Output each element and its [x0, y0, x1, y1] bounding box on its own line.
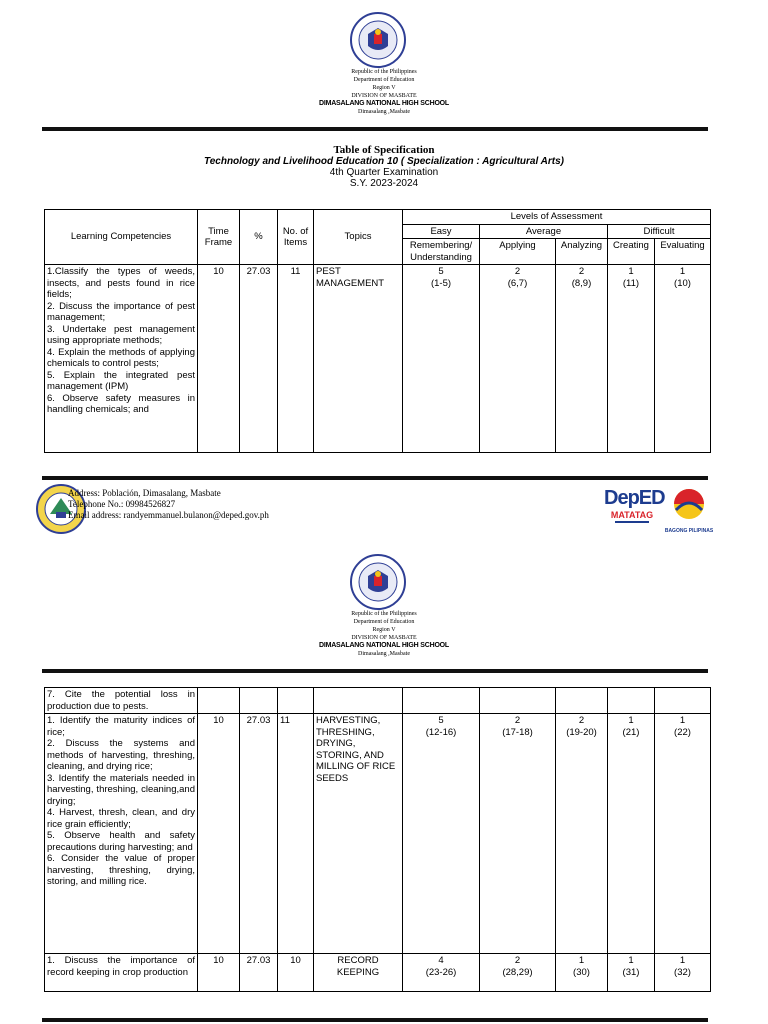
region-text: Region V — [372, 85, 396, 91]
deped-matatag-logo — [604, 486, 665, 532]
applying-cell: 2 (17-18) — [480, 714, 556, 954]
remembering-cell: 5 (12-16) — [403, 714, 480, 954]
deped-seal-icon — [350, 554, 406, 610]
header-rule — [42, 127, 708, 131]
table-row — [45, 714, 711, 954]
levels-header: Levels of Assessment — [403, 210, 711, 225]
creating-header: Creating — [608, 239, 655, 265]
competencies-cell: 7. Cite the potential loss in production due to pests. — [45, 688, 198, 714]
division-text: DIVISION OF MASBATE — [351, 93, 417, 99]
col-topics: Topics — [314, 210, 403, 265]
applying-cell: 2 (28,29) — [480, 954, 556, 992]
evaluating-cell: 1 (10) — [655, 265, 711, 453]
page1-header — [0, 68, 768, 116]
competencies-cell: 1.Classify the types of weeds, insects, and pests found in rice fields; 2. Discuss the importance of pest management; 3. Undertake pest management using appropriate methods; 4. Explain the methods of applying chemicals to control pests; 5. Explain the integrated pest management (IPM) 6. Observe safety measures in handling chemicals; and — [45, 265, 198, 453]
contact-info — [68, 488, 269, 521]
footer-rule — [42, 476, 708, 480]
evaluating-cell: 1 (32) — [655, 954, 711, 992]
page2-header — [0, 610, 768, 658]
title-block — [0, 145, 768, 189]
col-percent: % — [240, 210, 278, 265]
remembering-cell: 5 (1-5) — [403, 265, 480, 453]
sun-icon — [664, 486, 714, 522]
table-row — [45, 265, 711, 453]
col-items: No. of Items — [278, 210, 314, 265]
items-cell: 11 — [278, 265, 314, 453]
difficult-header: Difficult — [608, 224, 711, 239]
republic-text: Republic of the Philippines — [351, 611, 417, 617]
analyzing-cell: 2 (19-20) — [556, 714, 608, 954]
bottom-rule — [42, 1018, 708, 1022]
time-cell: 10 — [198, 714, 240, 954]
creating-cell: 1 (31) — [608, 954, 655, 992]
applying-cell: 2 (6,7) — [480, 265, 556, 453]
creating-cell: 1 (21) — [608, 714, 655, 954]
col-competencies: Learning Competencies — [45, 210, 198, 265]
analyzing-cell: 2 (8,9) — [556, 265, 608, 453]
percent-cell: 27.03 — [240, 954, 278, 992]
bagong-text: BAGONG PILIPINAS — [664, 528, 714, 534]
matatag-text: MATATAG — [610, 510, 654, 520]
analyzing-header: Analyzing — [556, 239, 608, 265]
deped-seal-icon — [350, 12, 406, 68]
easy-header: Easy — [403, 224, 480, 239]
applying-header: Applying — [480, 239, 556, 265]
topic-cell: HARVESTING, THRESHING, DRYING, STORING, AND MILLING OF RICE SEEDS — [314, 714, 403, 954]
subject-title: Technology and Livelihood Education 10 ( Specialization : Agricultural Arts) — [203, 156, 565, 167]
percent-cell: 27.03 — [240, 714, 278, 954]
time-cell: 10 — [198, 265, 240, 453]
topic-cell: PEST MANAGEMENT — [314, 265, 403, 453]
topic-cell: RECORD KEEPING — [314, 954, 403, 992]
competencies-cell: 1. Identify the maturity indices of rice; 2. Discuss the systems and methods of harvesting, threshing, cleaning, and drying rice; 3. Identify the materials needed in harvesting, threshing, cleaning,and drying; 4. Harvest, thresh, clean, and dry rice grain efficiently; 5. Observe health and safety precautions during harvesting; and 6. Consider the value of proper harvesting, threshing, drying, storing, and milling rice. — [45, 714, 198, 954]
creating-cell: 1 (11) — [608, 265, 655, 453]
department-text: Department of Education — [353, 77, 415, 83]
table-row — [45, 688, 711, 714]
doc-title: Table of Specification — [333, 144, 435, 156]
items-cell: 10 — [278, 954, 314, 992]
email-text: Email address: randyemmanuel.bulanon@deped.gov.ph — [68, 510, 269, 520]
average-header: Average — [480, 224, 608, 239]
col-time-frame: Time Frame — [198, 210, 240, 265]
division-text: DIVISION OF MASBATE — [351, 635, 417, 641]
items-cell: 11 — [278, 714, 314, 954]
address-text: Address: Población, Dimasalang, Masbate — [68, 488, 221, 498]
time-cell: 10 — [198, 954, 240, 992]
remembering-cell: 4 (23-26) — [403, 954, 480, 992]
analyzing-cell: 1 (30) — [556, 954, 608, 992]
remembering-header: Remembering/ Understanding — [403, 239, 480, 265]
school-year: S.Y. 2023-2024 — [349, 178, 419, 189]
location-text: Dimasalang ,Masbate — [358, 109, 410, 115]
school-name: DIMASALANG NATIONAL HIGH SCHOOL — [318, 100, 450, 107]
republic-text: Republic of the Philippines — [351, 69, 417, 75]
evaluating-cell: 1 (22) — [655, 714, 711, 954]
header-rule — [42, 669, 708, 673]
table-row — [45, 954, 711, 992]
competencies-cell: 1. Discuss the importance of record keeping in crop production — [45, 954, 198, 992]
region-text: Region V — [372, 627, 396, 633]
spec-table-page2 — [44, 687, 711, 992]
bagong-pilipinas-logo — [664, 486, 714, 532]
evaluating-header: Evaluating — [655, 239, 711, 265]
telephone-text: Telephone No.: 09984526827 — [68, 499, 176, 509]
percent-cell: 27.03 — [240, 265, 278, 453]
location-text: Dimasalang ,Masbate — [358, 651, 410, 657]
spec-table-page1 — [44, 209, 711, 453]
department-text: Department of Education — [353, 619, 415, 625]
school-name: DIMASALANG NATIONAL HIGH SCHOOL — [318, 642, 450, 649]
matatag-underline — [615, 521, 649, 523]
deped-logo-text: DepED — [604, 487, 665, 509]
exam-title: 4th Quarter Examination — [329, 167, 439, 178]
